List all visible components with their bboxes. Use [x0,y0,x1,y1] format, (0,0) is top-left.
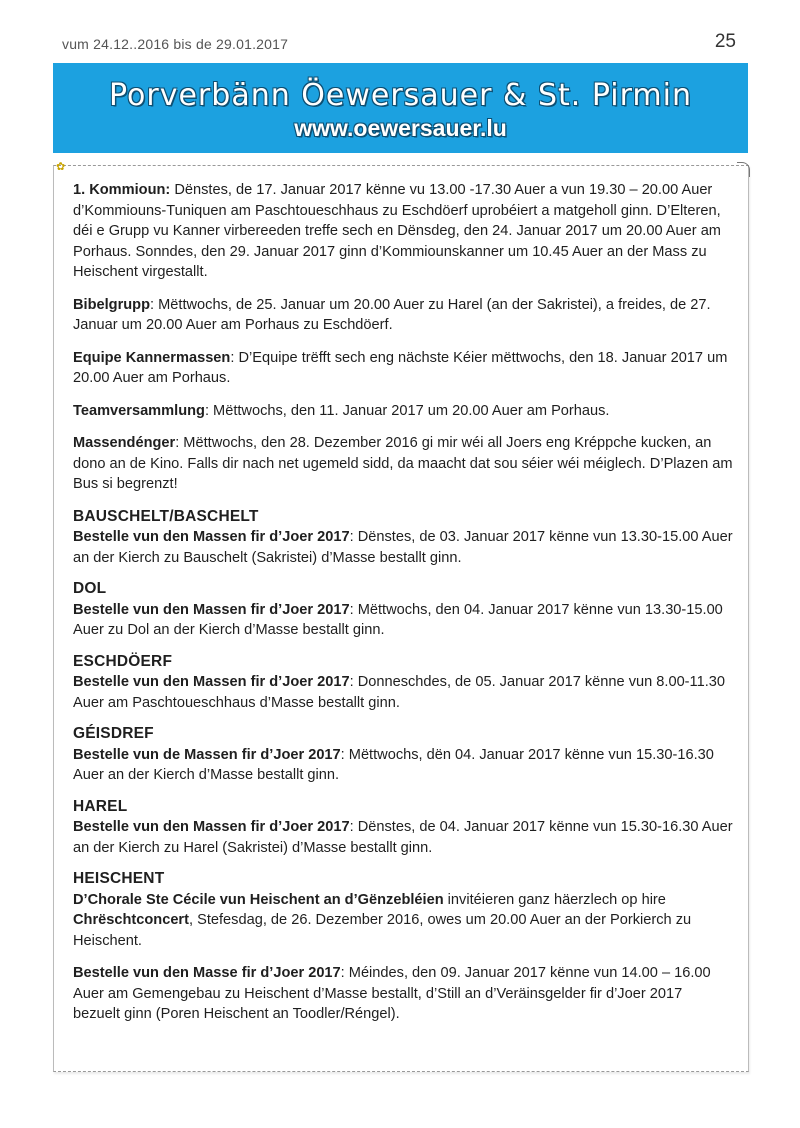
heischent-masse [73,963,733,1025]
section-heading: DOL [73,580,107,597]
equipe-label: Equipe Kannermassen [73,349,231,366]
section-body [73,745,733,786]
section-heischent [73,869,733,1025]
announcement-massendenger [73,433,733,495]
chorale-label: D’Chorale Ste Cécile vun Heischent an d’Gënzebléien [73,891,444,908]
banner [53,63,748,153]
section-body [73,817,733,858]
section-bauschelt [73,507,733,569]
banner-url[interactable]: www.oewersauer.lu [294,115,507,141]
section-label: Bestelle vun den Massen fir d’Joer 2017 [73,601,350,618]
section-label: Bestelle vun de Massen fir d’Joer 2017 [73,746,341,763]
announcement-kommioun [73,180,733,283]
section-body [73,672,733,713]
section-body [73,600,733,641]
flower-icon: ✿ [56,161,66,173]
section-text: : Mëttwochs, den 04. Januar 2017 kënne vun 13.30-15.00 Auer zu Dol an der Kierch d’Masse bestallt ginn. [73,601,723,638]
section-text: : Dënstes, de 04. Januar 2017 kënne vun 15.30-16.30 Auer an der Kierch zu Harel (Sakristei) d’Masse bestallt ginn. [73,819,733,856]
massendenger-text: : Mëttwochs, den 28. Dezember 2016 gi mir wéi all Joers eng Kréppche kucken, an dono an de Kino. Falls dir nach net ugemeld sidd, da maacht dat sou séier wéi méiglech. D’Plazen am Bus si begrenzt! [73,435,733,492]
masse-text: : Méindes, den 09. Januar 2017 kënne vun 14.00 – 16.00 Auer am Gemengebau zu Heischent d’Masse bestallt, d’Still an d’Veräinsgelder fir d’Joer 2017 bezuelt ginn (Poren Heischent an Toodler/Réngel). [73,965,711,1022]
heischent-concert [73,890,733,952]
section-heading: HAREL [73,797,128,815]
section-body [73,527,733,568]
massendenger-label: Massendénger [73,435,176,451]
equipe-text: : D’Equipe trëfft sech eng nächste Kéier mëttwochs, den 18. Januar 2017 um 20.00 Auer am Porhaus. [73,349,728,386]
chorale-text-1: invitéieren ganz häerzlech op hire [443,891,666,908]
bibelgrupp-text: : Mëttwochs, de 25. Januar um 20.00 Auer zu Harel (an der Sakristei), a freides, de 27. Januar um 20.00 Auer am Porhaus zu Eschdöerf. [73,296,711,333]
section-label: Bestelle vun den Massen fir d’Joer 2017 [73,529,350,545]
section-heading: ESCHDÖERF [73,652,173,670]
section-dol [73,579,733,641]
page-number: 25 [714,31,736,52]
announcements [73,180,733,1037]
teamversammlung-text: : Mëttwochs, den 11. Januar 2017 um 20.00 Auer am Porhaus. [204,402,610,419]
section-label: Bestelle vun den Massen fir d’Joer 2017 [73,674,350,690]
banner-title: Porverbänn Öewersauer & St. Pirmin [109,78,692,113]
announcement-teamversammlung [73,401,733,422]
section-harel [73,797,733,859]
date-range: vum 24.12..2016 bis de 29.01.2017 [62,36,289,52]
kommioun-text: Dënstes, de 17. Januar 2017 kënne vu 13.00 -17.30 Auer a vun 19.30 – 20.00 Auer d’Kommiouns-Tuniquen am Paschtoueschhaus zu Eschdöerf uprobéiert a matgeholl ginn. D’Elteren, déi e Grupp vu Kanner virbereeden treffe sech en Dënsdeg, den 24. Januar 2017 um 20.00 Auer am Porhaus. Sonndes, den 29. Januar 2017 ginn d’Kommiounskanner um 10.45 Auer an der Mass zu Heischent virgestallt. [73,182,721,280]
section-heading: HEISCHENT [73,870,165,887]
concert-label: Chrëschtconcert [73,912,189,928]
announcement-equipe [73,348,733,389]
teamversammlung-label: Teamversammlung [73,402,205,419]
announcement-bibelgrupp [73,295,733,336]
chorale-text-2: , Stefesdag, de 26. Dezember 2016, owes um 20.00 Auer an der Porkierch zu Heischent. [73,912,692,949]
kommioun-label: 1. Kommioun: [73,182,171,198]
section-heading: GÉISDREF [73,725,154,742]
section-label: Bestelle vun den Massen fir d’Joer 2017 [73,819,350,835]
section-heading: BAUSCHELT/BASCHELT [73,507,259,525]
masse-label: Bestelle vun den Masse fir d’Joer 2017 [73,965,341,981]
bibelgrupp-label: Bibelgrupp [73,296,151,313]
section-eschdoerf [73,652,733,714]
section-text: : Mëttwochs, dën 04. Januar 2017 kënne vun 15.30-16.30 Auer an der Kierch d’Masse bestallt ginn. [73,746,714,783]
section-geisdref [73,724,733,786]
section-text: : Dënstes, de 03. Januar 2017 kënne vun 13.30-15.00 Auer an der Kierch zu Bauschelt (Sakristei) d’Masse bestallt ginn. [73,529,733,566]
section-text: : Donneschdes, de 05. Januar 2017 kënne vun 8.00-11.30 Auer am Paschtoueschhaus d’Masse bestallt ginn. [73,674,725,711]
curled-corner [737,162,750,177]
